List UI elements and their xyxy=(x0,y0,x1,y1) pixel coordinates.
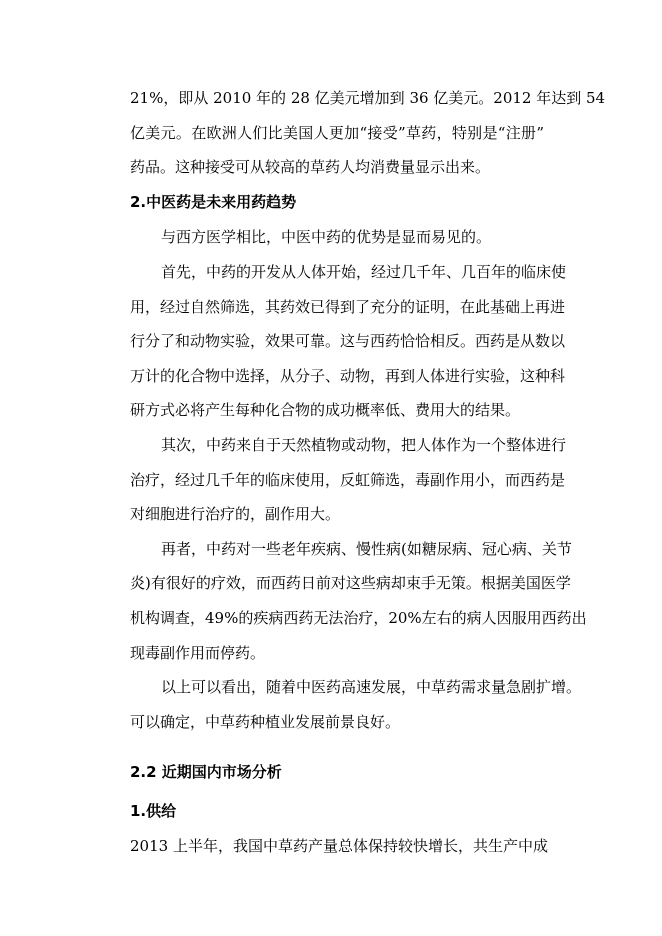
text-line: 万计的化合物中选择，从分子、动物，再到人体进行实验，这种科 xyxy=(130,367,566,385)
text-line: 以上可以看出，随着中医药高速发展，中草药需求量急剧扩增。 xyxy=(161,678,582,696)
text-line: 炎)有很好的疗效，而西药日前对这些病却束手无策。根据美国医学 xyxy=(130,574,571,592)
text-line: 治疗，经过几千年的临床使用，反虹筛选，毒副作用小，而西药是 xyxy=(130,471,566,489)
text-line: 现毒副作用而停药。 xyxy=(130,644,266,662)
text-line: 其次，中药来自于天然植物或动物，把人体作为一个整体进行 xyxy=(161,436,567,454)
text-line: 机构调查，49%的疾病西药无法治疗，20%左右的病人因服用西药出 xyxy=(130,609,587,627)
text-line: 对细胞进行治疗的，副作用大。 xyxy=(130,505,341,523)
text-line: 可以确定，中草药种植业发展前景良好。 xyxy=(130,713,401,731)
text-line: 用，经过自然筛选，其药效已得到了充分的证明，在此基础上再进 xyxy=(130,298,566,316)
text-line: 首先，中药的开发从人体开始，经过几千年、几百年的临床使 xyxy=(161,263,567,281)
section-heading-supply: 1.供给 xyxy=(130,802,177,820)
text-line: 药品。这种接受可从较高的草药人均消费量显示出来。 xyxy=(130,158,491,176)
text-line: 行分了和动物实验，效果可靠。这与西药恰恰相反。西药是从数以 xyxy=(130,332,566,350)
section-heading-domestic-market: 2.2 近期国内市场分析 xyxy=(130,763,282,781)
section-heading-tcm-trend: 2.中医药是未来用药趋势 xyxy=(130,193,297,211)
text-line: 21%，即从 2010 年的 28 亿美元增加到 36 亿美元。2012 年达到 54 xyxy=(130,89,606,107)
text-line: 2013 上半年，我国中草药产量总体保持较快增长，共生产中成 xyxy=(130,837,548,855)
text-line: 再者，中药对一些老年疾病、慢性病(如糖尿病、冠心病、关节 xyxy=(161,540,572,558)
text-line: 研方式必将产生每种化合物的成功概率低、费用大的结果。 xyxy=(130,401,521,419)
text-line: 与西方医学相比，中医中药的优势是显而易见的。 xyxy=(161,228,492,246)
text-line: 亿美元。在欧洲人们比美国人更加“接受”草药，特别是“注册” xyxy=(130,124,544,142)
